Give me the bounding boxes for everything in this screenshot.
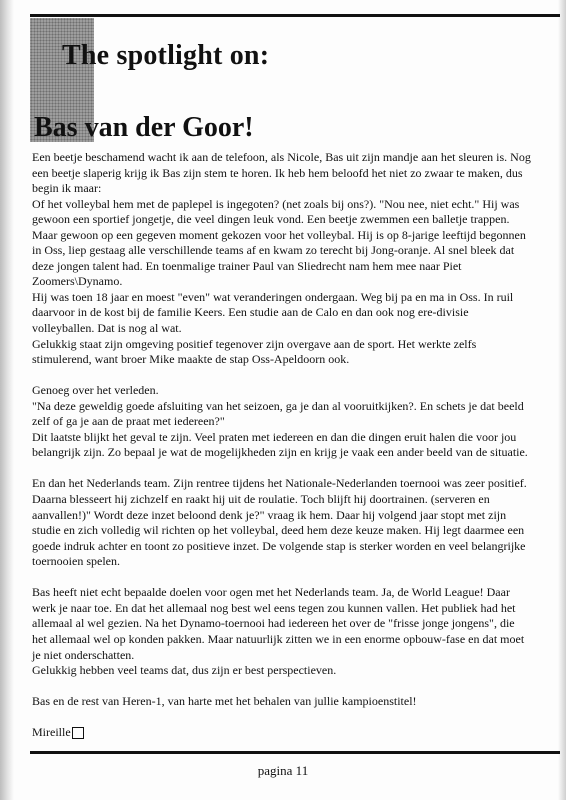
paragraph: "Na deze geweldig goede afsluiting van het seizoen, ga je dan al vooruitkijken?. En schets je dat beeld zelf of ga je aan de praat met iedereen?": [32, 398, 524, 429]
paragraph-spacer: [32, 570, 532, 586]
signature-line: [32, 725, 532, 741]
paragraph: Gelukkig hebben veel teams dat, dus zijn er best perspectieven.: [32, 663, 337, 678]
paragraph: Of het volleybal hem met de paplepel is ingegoten? (net zoals bij ons?). "Nou nee, niet echt." Hij was gewoon een sportief jongetje, die veel dingen leuk vond. Een beetje zwemmen een balletje trappen. Maar gewoon op een gegeven moment gekozen voor het volleybal. Hij is op 8-jarige leeftijd begonnen in Oss, liep gestaag alle verschillende teams af en kwam zo terecht bij Jong-oranje. Al snel bleek dat deze jongen talent had. En toenmalige trainer Paul van Sliedrecht nam hem mee naar Piet Zoomers\Dynamo.: [32, 196, 526, 289]
page-subtitle: Bas van der Goor!: [34, 112, 254, 143]
signature: Mireille: [32, 725, 71, 740]
paragraph: Dit laatste blijkt het geval te zijn. Veel praten met iedereen en dan die dingen eruit halen die voor jou belangrijk zijn. Zo bepaal je wat de mogelijkheden zijn en krijg je vaak een ander beeld van de situatie.: [32, 429, 528, 460]
scan-shadow-left: [0, 0, 14, 800]
paragraph: Bas heeft niet echt bepaalde doelen voor ogen met het Nederlands team. Ja, de World League! Daar werk je naar toe. En dat het allemaal nog best wel eens tegen zou kunnen vallen. Het publiek had het allemaal al wel gezien. Na het Dynamo-toernooi had iedereen het over de "frisse jonge jongens", die het allemaal wel op konden pakken. Maar natuurlijk zitten we in een enorme opbouw-fase en dat moet je niet onderschatten.: [32, 585, 525, 662]
paragraph-spacer: [32, 679, 532, 695]
paragraph: Genoeg over het verleden.: [32, 383, 159, 398]
bottom-rule: [30, 751, 560, 754]
paragraph-spacer: [32, 368, 532, 384]
paragraph-spacer: [32, 710, 532, 726]
paragraph: En dan het Nederlands team. Zijn rentree tijdens het Nationale-Nederlanden toernooi was zeer positief. Daarna blesseert hij zichzelf en raakt hij uit de roulatie. Toch blijft hij doortrainen. (serveren en aanvallen!)" Wordt deze inzet beloond denk je?" vraag ik hem. Daar hij volgend jaar stopt met zijn studie en zich volledig wil richten op het volleybal, deed hem deze keuze maken. Hij legt daarmee een goede indruk achter en toont zo positieve inzet. De volgende stap is sterker worden en veel belangrijke toernooien spelen.: [32, 476, 527, 569]
paragraph: Bas en de rest van Heren-1, van harte met het behalen van jullie kampioenstitel!: [32, 694, 417, 709]
page-title: The spotlight on:: [62, 40, 270, 71]
paragraph: Hij was toen 18 jaar en moest "even" wat veranderingen ondergaan. Weg bij pa en ma in Oss. In ruil daarvoor in de kost bij de familie Keers. Een studie aan de Calo en dan ook nog ere-divisie volleyballen. Dat is nog al wat.: [32, 289, 514, 336]
article-body: [32, 150, 532, 741]
top-rule: [30, 14, 560, 17]
checkbox-square-icon: [72, 727, 84, 739]
paragraph: Gelukkig staat zijn omgeving positief tegenover zijn overgave aan de sport. Het werkte zelfs stimulerend, want broer Mike maakte de stap Oss-Apeldoorn ook.: [32, 336, 477, 367]
paragraph: Een beetje beschamend wacht ik aan de telefoon, als Nicole, Bas uit zijn mandje aan het sleuren is. Nog een beetje slaperig krijg ik Bas zijn stem te horen. Ik heb hem beloofd het niet zo zwaar te maken, dus begin ik maar:: [32, 150, 531, 196]
paragraph-spacer: [32, 461, 532, 477]
page-number: pagina 11: [257, 763, 309, 778]
scan-shadow-right: [558, 0, 566, 800]
